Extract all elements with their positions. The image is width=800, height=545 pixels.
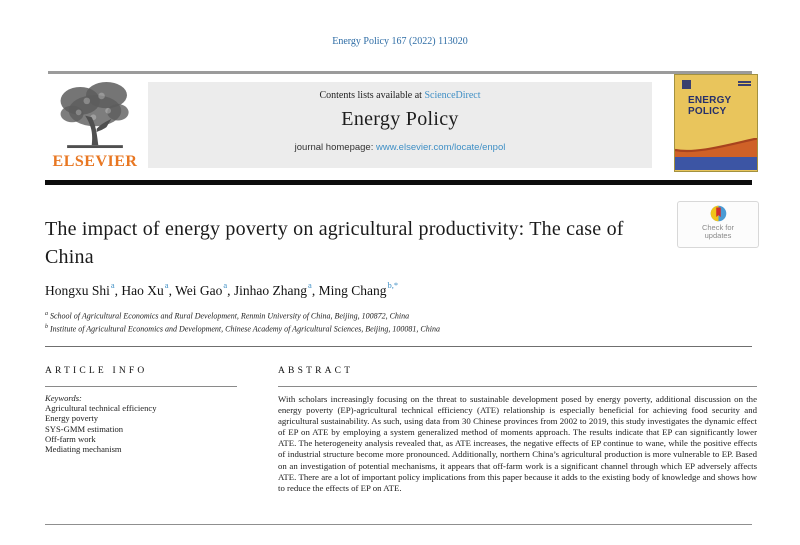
abstract-heading: ABSTRACT	[278, 366, 354, 376]
badge-line2: updates	[704, 231, 732, 240]
article-info-heading: ARTICLE INFO	[45, 366, 148, 376]
cover-hill-art	[675, 138, 758, 158]
contents-line	[148, 90, 652, 101]
homepage-prefix: journal homepage:	[294, 142, 376, 153]
author: Jinhao Zhang$^a$,	[233, 280, 319, 298]
keyword-item: Energy poverty	[45, 413, 99, 424]
cover-title: ENERGY POLICY	[688, 95, 732, 117]
author: Wei Gao$^a$,	[175, 280, 234, 298]
journal-cover-thumbnail	[674, 74, 758, 172]
keywords-label: Keywords:	[45, 393, 82, 403]
citation-header: Energy Policy 167 (2022) 113020	[332, 36, 468, 47]
elsevier-tree-icon	[45, 76, 145, 152]
sciencedirect-link[interactable]: ScienceDirect	[424, 90, 481, 101]
article-info-column	[45, 366, 237, 454]
author-list	[45, 281, 725, 299]
article-title: The impact of energy poverty on agricultural productivity: The case of China	[45, 218, 624, 268]
journal-title: Energy Policy	[341, 108, 459, 130]
affiliation: $^a$ School of Agricultural Economics and Rural Development, Renmin University of China, Beijing, 100872, China	[45, 311, 410, 321]
abstract-rule	[278, 386, 757, 387]
abstract-text: With scholars increasingly focusing on the threat to sustainable development posed by energy poverty, additional discussion on the energy poverty (EP)-agricultural technical efficiency (ATE) relationship is especially beneficial for achieving food security and agricultural sustainability. As such, using data from 30 Chinese provinces from 2002 to 2019, this study investigates the dynamic effect of EP on ATE by employing a system generalized method of moments approach. The results indicate that EP can significantly lower ATE. The heterogeneity analysis revealed that, as ATE increases, the negative effects of EP continue to wane, while the positive effects of industrial structure become more pronounced. Additionally, northern China’s agricultural production is more vulnerable to EP. Based on an investigation of potential mechanisms, it appears that off-farm work is a significant channel through which EP adversely affects ATE. There are a lot of important policy implications from this paper because it adds to the existing body of knowledge and shows how to reduce the effects of EP on ATE.	[278, 394, 757, 493]
abstract-column	[278, 366, 757, 494]
cover-publisher-mark	[682, 80, 691, 89]
homepage-link[interactable]: www.elsevier.com/locate/enpol	[375, 142, 506, 153]
crossmark-icon	[710, 205, 727, 222]
affiliation-list	[45, 309, 725, 335]
section-divider-rule	[45, 346, 752, 347]
keyword-item: Agricultural technical efficiency	[45, 403, 157, 413]
cover-bottom-band	[675, 157, 757, 170]
footer-rule	[45, 524, 752, 525]
journal-banner	[148, 82, 652, 168]
homepage-line	[148, 142, 652, 153]
article-info-rule	[45, 386, 237, 387]
contents-prefix: Contents lists available at	[319, 90, 425, 101]
check-updates-badge[interactable]	[677, 201, 759, 248]
keyword-item: Mediating mechanism	[45, 444, 122, 455]
keyword-list	[45, 403, 237, 454]
author: Hongxu Shi$^a$,	[45, 280, 122, 298]
keyword-item: SYS-GMM estimation	[45, 423, 124, 434]
masthead-black-rule	[45, 180, 752, 185]
author: Hao Xu$^a$,	[121, 280, 176, 298]
elsevier-wordmark: ELSEVIER	[52, 153, 138, 170]
badge-line1: Check for	[701, 223, 735, 232]
affiliation: $^b$ Institute of Agricultural Economics and Development, Chinese Academy of Agricultural Sciences, Beijing, 100081, China	[45, 324, 440, 334]
author: Ming Chang$^{b,*}$	[318, 280, 399, 298]
masthead-top-rule	[48, 71, 752, 74]
elsevier-logo	[45, 76, 145, 178]
keyword-item: Off-farm work	[45, 433, 96, 444]
